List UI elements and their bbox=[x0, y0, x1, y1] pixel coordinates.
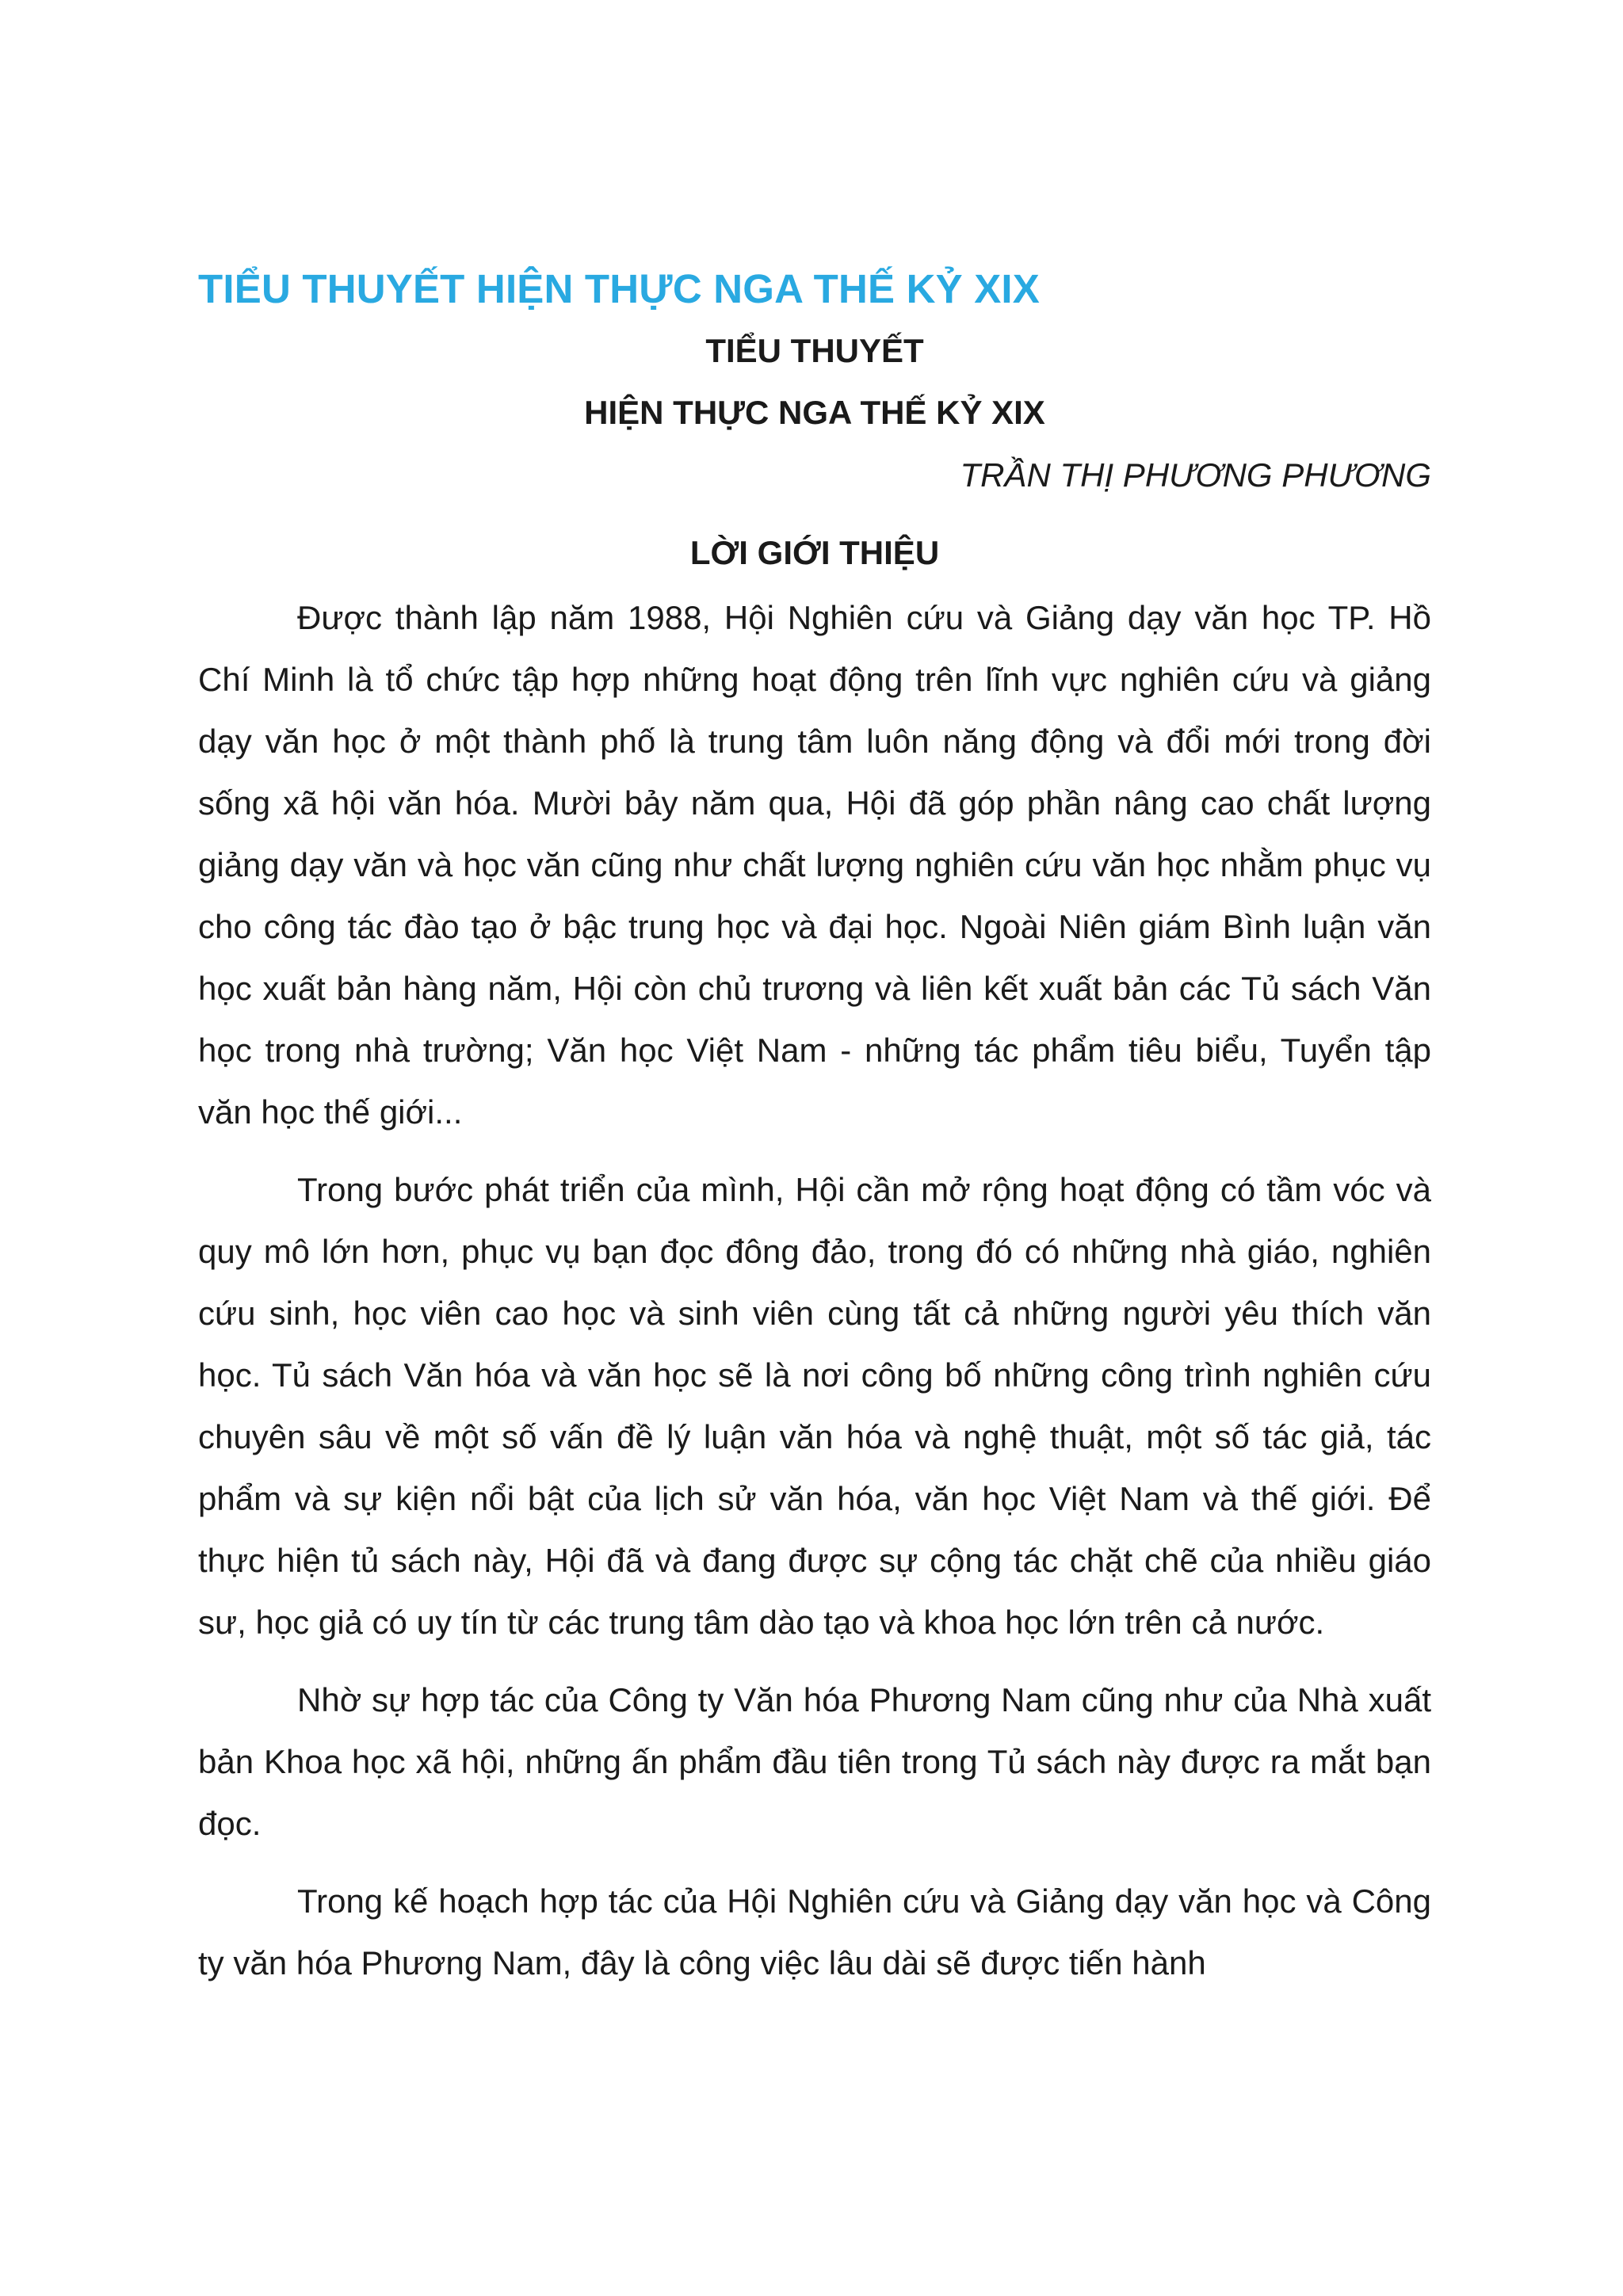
section-title: LỜI GIỚI THIỆU bbox=[689, 534, 940, 571]
author-name: TRẦN THỊ PHƯƠNG PHƯƠNG bbox=[960, 456, 1431, 494]
subtitle-line-1: TIỂU THUYẾT bbox=[705, 332, 924, 369]
document-page bbox=[198, 254, 1431, 1994]
main-title: TIỂU THUYẾT HIỆN THỰC NGA THẾ KỶ XIX bbox=[198, 266, 1041, 311]
paragraph-1: Được thành lập năm 1988, Hội Nghiên cứu và Giảng dạy văn học TP. Hồ Chí Minh là tổ chức tập hợp những hoạt động trên lĩnh vực nghiên cứu và giảng dạy văn học ở một thành phố là trung tâm luôn năng động và đổi mới trong đời sống xã hội văn hóa. Mười bảy năm qua, Hội đã góp phần nâng cao chất lượng giảng dạy văn và học văn cũng như chất lượng nghiên cứu văn học nhằm phục vụ cho công tác đào tạo ở bậc trung học và đại học. Ngoài Niên giám Bình luận văn học xuất bản hàng năm, Hội còn chủ trương và liên kết xuất bản các Tủ sách Văn học trong nhà trường; Văn học Việt Nam - những tác phẩm tiêu biểu, Tuyển tập văn học thế giới... bbox=[198, 599, 1431, 1131]
paragraph-2: Trong bước phát triển của mình, Hội cần mở rộng hoạt động có tầm vóc và quy mô lớn hơn, phục vụ bạn đọc đông đảo, trong đó có những nhà giáo, nghiên cứu sinh, học viên cao học và sinh viên cùng tất cả những người yêu thích văn học. Tủ sách Văn hóa và văn học sẽ là nơi công bố những công trình nghiên cứu chuyên sâu về một số vấn đề lý luận văn hóa và nghệ thuật, một số tác giả, tác phẩm và sự kiện nổi bật của lịch sử văn hóa, văn học Việt Nam và thế giới. Để thực hiện tủ sách này, Hội đã và đang được sự cộng tác chặt chẽ của nhiều giáo sư, học giả có uy tín từ các trung tâm dào tạo và khoa học lớn trên cả nước. bbox=[198, 1171, 1431, 1641]
paragraph-4: Trong kế hoạch hợp tác của Hội Nghiên cứu và Giảng dạy văn học và Công ty văn hóa Phương Nam, đây là công việc lâu dài sẽ được tiến hành bbox=[198, 1882, 1431, 1981]
paragraph-3: Nhờ sự hợp tác của Công ty Văn hóa Phương Nam cũng như của Nhà xuất bản Khoa học xã hội, những ấn phẩm đầu tiên trong Tủ sách này được ra mắt bạn đọc. bbox=[198, 1681, 1431, 1842]
subtitle-line-2: HIỆN THỰC NGA THẾ KỶ XIX bbox=[584, 394, 1045, 431]
